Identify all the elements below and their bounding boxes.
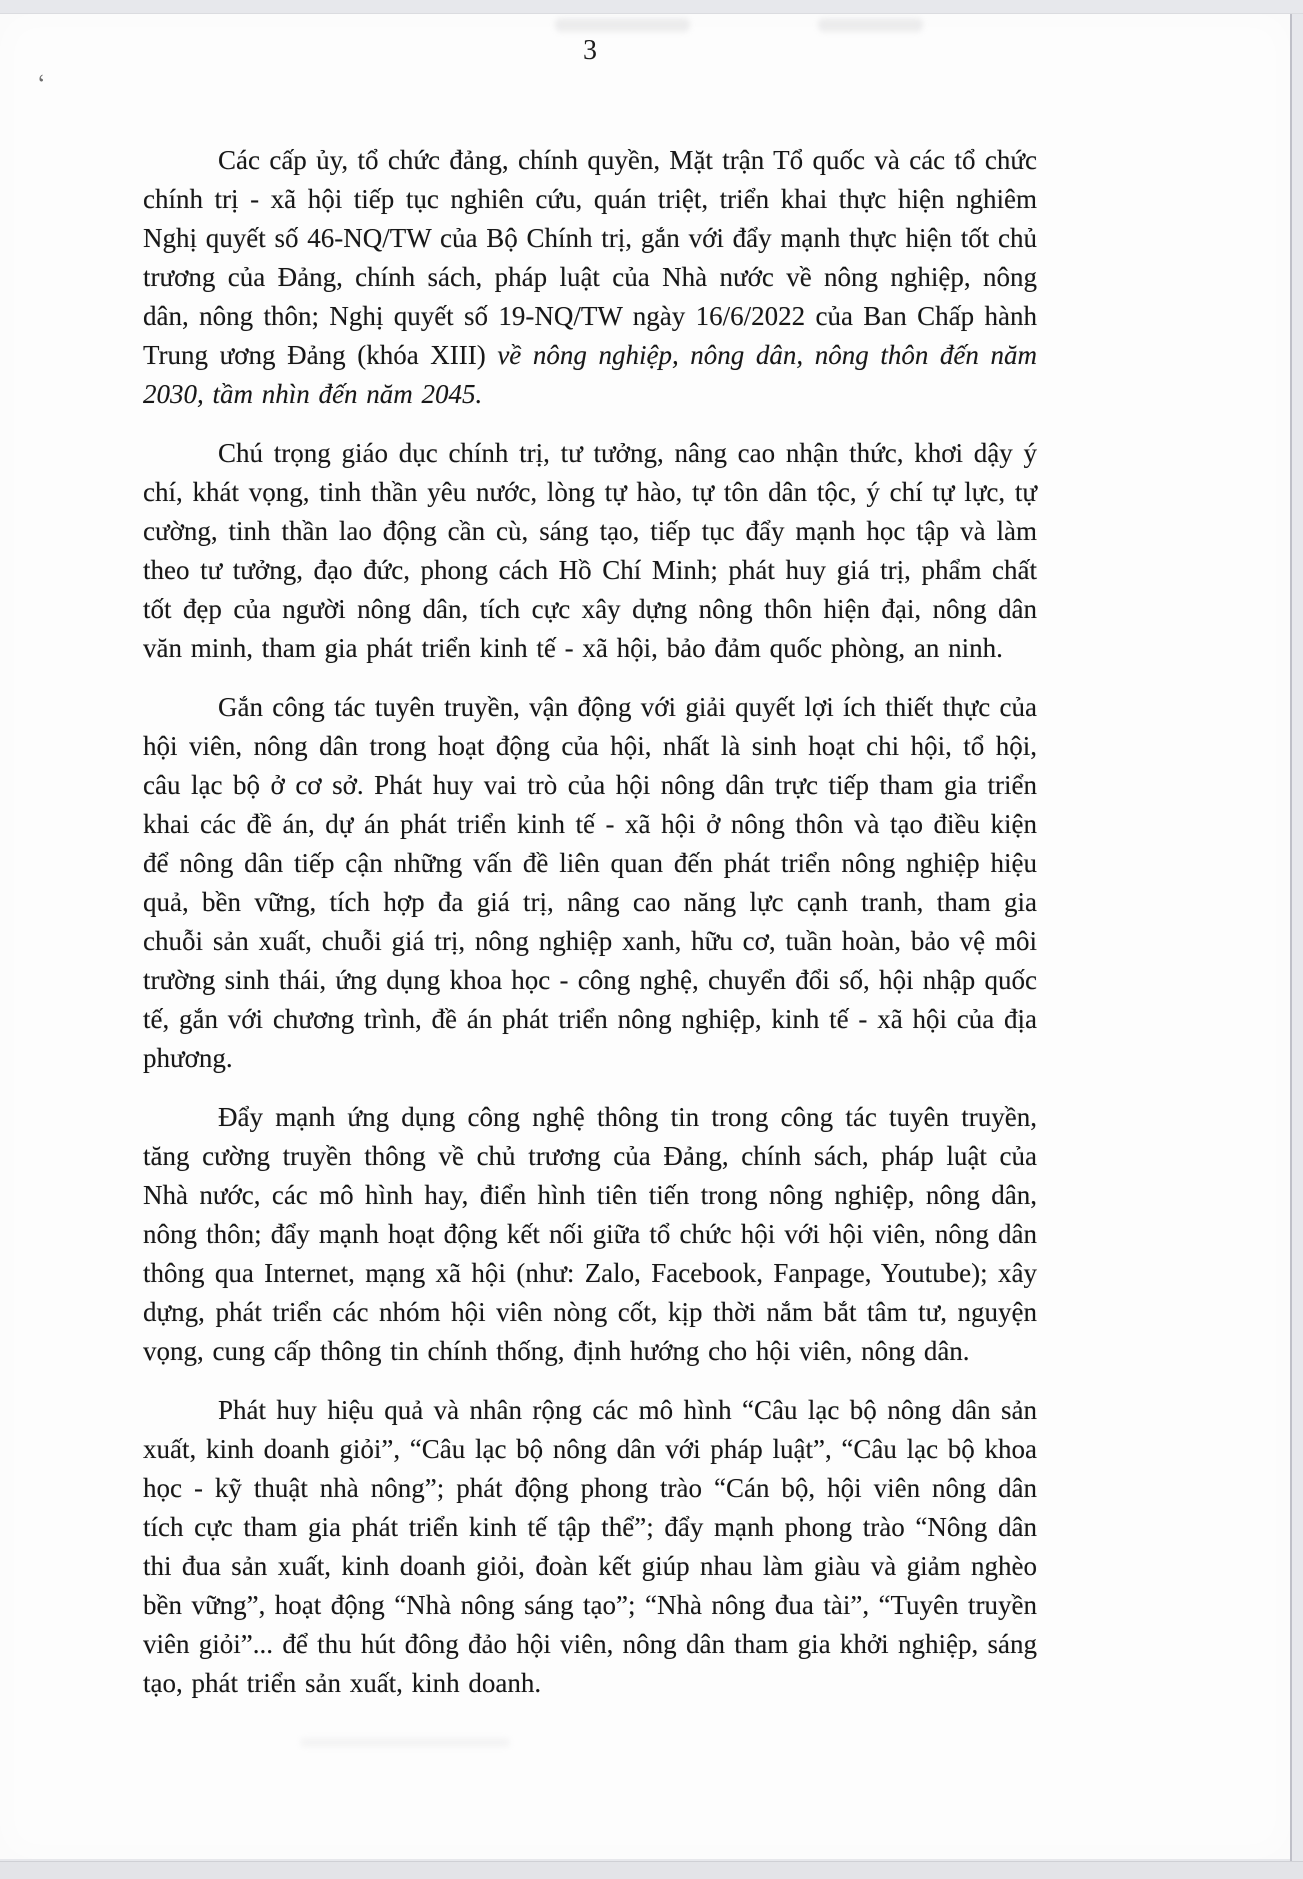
paragraph	[143, 688, 1037, 1078]
scan-smudge	[555, 18, 690, 32]
paragraph	[143, 141, 1037, 414]
document-body	[143, 141, 1037, 1723]
scan-smudge	[300, 1738, 510, 1747]
viewer-bottom-gutter	[0, 1861, 1303, 1879]
scanned-page	[0, 13, 1290, 1859]
paragraph-run: Chú trọng giáo dục chính trị, tư tưởng, nâng cao nhận thức, khơi dậy ý chí, khát vọng, tinh thần yêu nước, lòng tự hào, tự tôn dân tộc, ý chí tự lực, tự cường, tinh thần lao động cần cù, sáng tạo, tiếp tục đẩy mạnh học tập và làm theo tư tưởng, đạo đức, phong cách Hồ Chí Minh; phát huy giá trị, phẩm chất tốt đẹp của người nông dân, tích cực xây dựng nông thôn hiện đại, nông dân văn minh, tham gia phát triển kinh tế - xã hội, bảo đảm quốc phòng, an ninh.	[143, 438, 1037, 663]
page-number: 3	[583, 35, 597, 66]
viewer-top-gutter	[0, 0, 1303, 14]
paragraph-run: Đẩy mạnh ứng dụng công nghệ thông tin trong công tác tuyên truyền, tăng cường truyền thông về chủ trương của Đảng, chính sách, pháp luật của Nhà nước, các mô hình hay, điển hình tiên tiến trong nông nghiệp, nông dân, nông thôn; đẩy mạnh hoạt động kết nối giữa tổ chức hội với hội viên, nông dân thông qua Internet, mạng xã hội (như: Zalo, Facebook, Fanpage, Youtube); xây dựng, phát triển các nhóm hội viên nòng cốt, kịp thời nắm bắt tâm tư, nguyện vọng, cung cấp thông tin chính thống, định hướng cho hội viên, nông dân.	[143, 1102, 1037, 1366]
scan-artifact: ‘	[34, 68, 50, 99]
paragraph	[143, 1391, 1037, 1703]
paragraph	[143, 434, 1037, 668]
paragraph-run-italic: về nông nghiệp, nông dân, nông thôn đến năm 2030, tầm nhìn đến năm 2045.	[143, 340, 1037, 409]
paragraph-run: Các cấp ủy, tổ chức đảng, chính quyền, Mặt trận Tổ quốc và các tổ chức chính trị - xã hội tiếp tục nghiên cứu, quán triệt, triển khai thực hiện nghiêm Nghị quyết số 46-NQ/TW của Bộ Chính trị, gắn với đẩy mạnh thực hiện tốt chủ trương của Đảng, chính sách, pháp luật của Nhà nước về nông nghiệp, nông dân, nông thôn; Nghị quyết số 19-NQ/TW ngày 16/6/2022 của Ban Chấp hành Trung ương Đảng (khóa XIII)	[143, 145, 1037, 370]
viewer-right-gutter	[1290, 0, 1303, 1879]
paragraph-run: Gắn công tác tuyên truyền, vận động với giải quyết lợi ích thiết thực của hội viên, nông dân trong hoạt động của hội, nhất là sinh hoạt chi hội, tổ hội, câu lạc bộ ở cơ sở. Phát huy vai trò của hội nông dân trực tiếp tham gia triển khai các đề án, dự án phát triển kinh tế - xã hội ở nông thôn và tạo điều kiện để nông dân tiếp cận những vấn đề liên quan đến phát triển nông nghiệp hiệu quả, bền vững, tích hợp đa giá trị, nâng cao năng lực cạnh tranh, tham gia chuỗi sản xuất, chuỗi giá trị, nông nghiệp xanh, hữu cơ, tuần hoàn, bảo vệ môi trường sinh thái, ứng dụng khoa học - công nghệ, chuyển đổi số, hội nhập quốc tế, gắn với chương trình, đề án phát triển nông nghiệp, kinh tế - xã hội của địa phương.	[143, 692, 1037, 1073]
scan-smudge	[818, 18, 923, 32]
paragraph-run: Phát huy hiệu quả và nhân rộng các mô hình “Câu lạc bộ nông dân sản xuất, kinh doanh giỏi”, “Câu lạc bộ nông dân với pháp luật”, “Câu lạc bộ khoa học - kỹ thuật nhà nông”; phát động phong trào “Cán bộ, hội viên nông dân tích cực tham gia phát triển kinh tế tập thể”; đẩy mạnh phong trào “Nông dân thi đua sản xuất, kinh doanh giỏi, đoàn kết giúp nhau làm giàu và giảm nghèo bền vững”, hoạt động “Nhà nông sáng tạo”; “Nhà nông đua tài”, “Tuyên truyền viên giỏi”... để thu hút đông đảo hội viên, nông dân tham gia khởi nghiệp, sáng tạo, phát triển sản xuất, kinh doanh.	[143, 1395, 1037, 1698]
paragraph	[143, 1098, 1037, 1371]
